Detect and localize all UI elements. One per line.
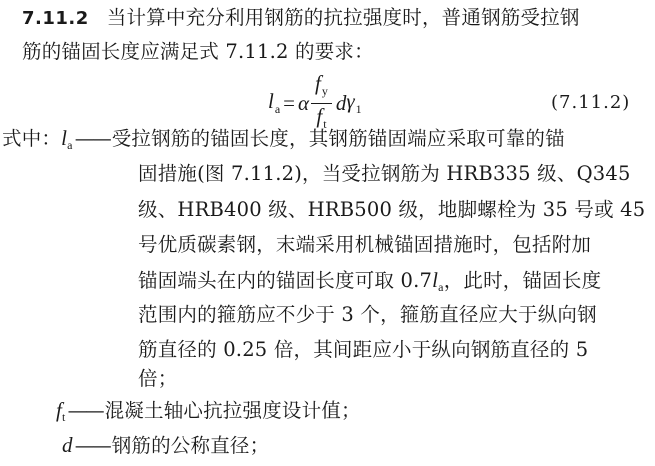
definition-d: d —— 钢筋的公称直径； — [62, 433, 270, 457]
definition-la-line-3: 级、HRB400 级、HRB500 级，地脚螺栓为 35 号或 45 — [138, 198, 646, 221]
formula-lhs: $l_a$ — [268, 89, 281, 116]
definition-ft-text: 混凝土轴心抗拉强度设计值； — [104, 399, 361, 422]
definition-la-line-4: 号优质碳素钢，末端采用机械锚固措施时，包括附加 — [138, 233, 592, 256]
definition-la-line-1 — [2, 126, 565, 157]
definition-la-line-5: 锚固端头在内的锚固长度可取 0.7la，此时，锚固长度 — [138, 268, 602, 294]
clause-intro-line-1 — [22, 6, 580, 31]
equation-number: (7.11.2) — [551, 92, 631, 113]
clause-number: 7.11.2 — [22, 8, 89, 29]
definition-dash: —— — [74, 127, 110, 150]
symbol-d: d — [62, 433, 73, 457]
formula-alpha: α — [298, 90, 310, 115]
clause-intro-text-1: 当计算中充分利用钢筋的抗拉强度时，普通钢筋受拉钢 — [106, 6, 580, 29]
symbol-la-inline: la — [432, 268, 444, 294]
formula-numerator: $f_y$ — [311, 72, 332, 104]
symbol-ft: ft — [56, 398, 66, 424]
definition-la-text-1: 受拉钢筋的锚固长度，其钢筋锚固端应采取可靠的锚 — [111, 127, 565, 150]
formula-denominator: $f_t$ — [316, 103, 327, 131]
definition-d-text: 钢筋的公称直径； — [111, 434, 270, 457]
formula-equals: = — [283, 90, 296, 115]
definition-la-line-8: 倍； — [138, 367, 178, 390]
formula-d: d — [335, 90, 347, 115]
definition-la-line-6: 范围内的箍筋应不少于 3 个，箍筋直径应大于纵向钢 — [138, 303, 597, 326]
formula-gamma: $\gamma_1$ — [346, 89, 362, 116]
definition-la-line-7: 筋直径的 0.25 倍，其间距应小于纵向钢筋直径的 5 — [138, 338, 589, 361]
anchorage-length-formula — [268, 70, 362, 131]
definition-la-line-2: 固措施(图 7.11.2)，当受拉钢筋为 HRB335 级、Q345 — [138, 162, 631, 185]
definition-prefix: 式中： — [2, 127, 62, 150]
definition-ft: ft —— 混凝土轴心抗拉强度设计值； — [56, 398, 361, 424]
clause-intro-line-2: 筋的锚固长度应满足式 7.11.2 的要求： — [22, 40, 374, 63]
symbol-la: la — [61, 126, 73, 152]
